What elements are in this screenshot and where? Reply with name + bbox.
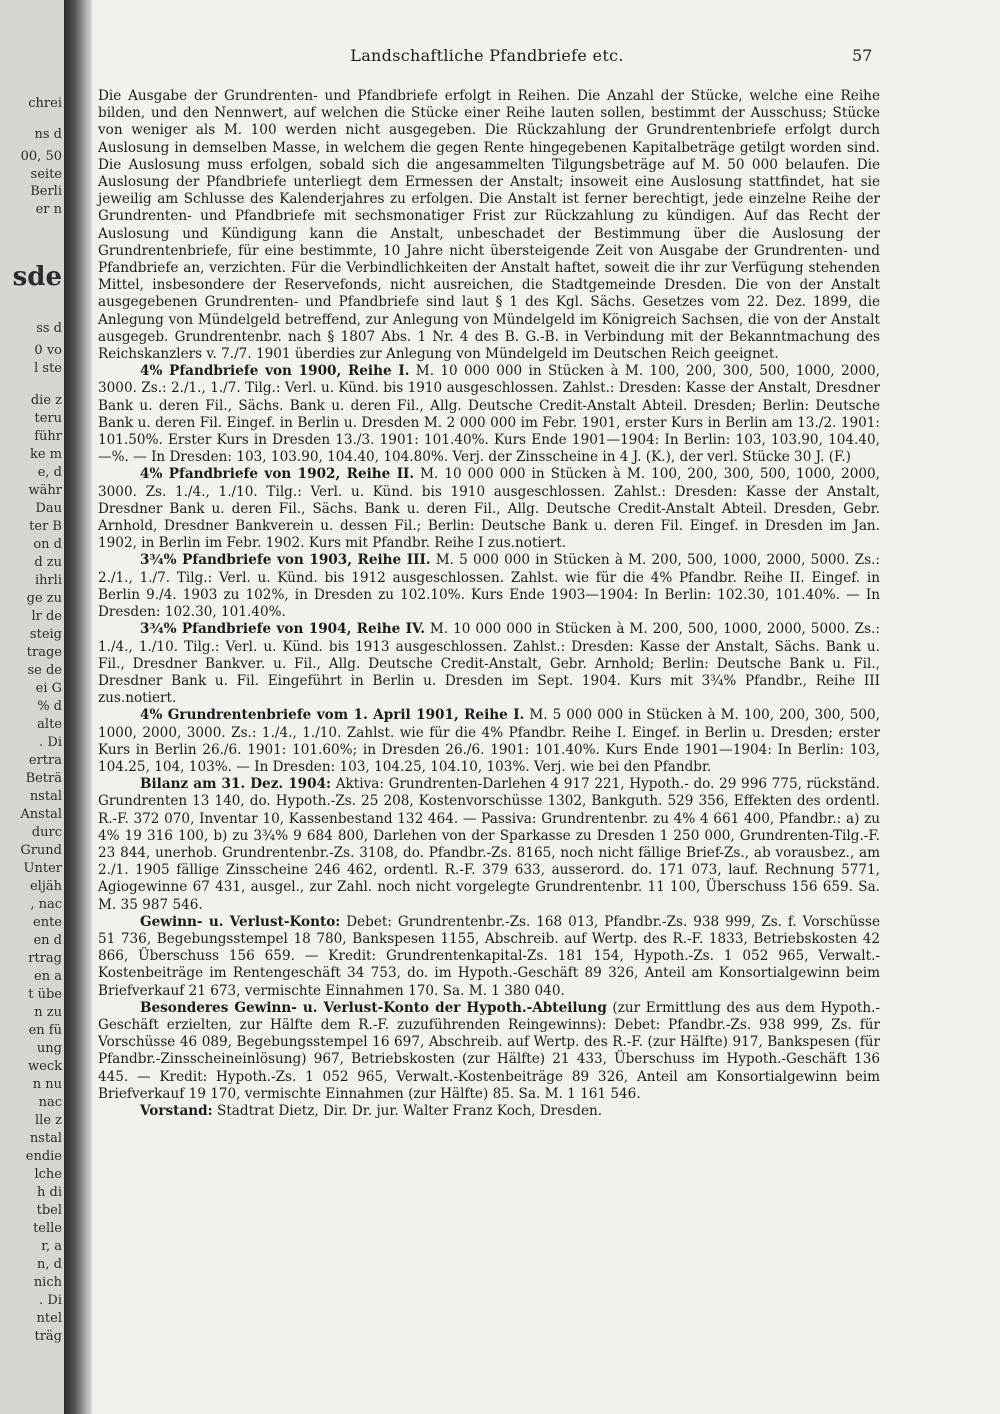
strip-fragment: eljäh bbox=[29, 879, 62, 894]
strip-fragment: lle z bbox=[35, 1113, 62, 1128]
strip-fragment: ntel bbox=[36, 1311, 62, 1326]
section-text: Stadtrat Dietz, Dir. Dr. jur. Walter Franz Koch, Dresden. bbox=[217, 1102, 603, 1119]
strip-fragment: er n bbox=[35, 202, 62, 217]
strip-fragment: . Di bbox=[39, 735, 62, 750]
strip-fragment: nac bbox=[38, 1095, 62, 1110]
section-text: (zur Ermittlung des aus dem Hypoth.-Geschäft erzielten, zur Hälfte dem R.-F. zuzuführenden Reingewinns): Debet: Pfandbr.-Zs. 938 999, Zs. für Vorschüsse 46 089, Begebungsstempel 16 697, Abschreib. auf Wertp. des R.-F. (zur Hälfte) 917, Bankspesen (für Pfandbr.-Zinsscheineinlösung) 967, Betriebskosten (zur Hälfte) 21 433, Überschuss im Hypoth.-Geschäft 136 445. — Kredit: Hypoth.-Zs. 1 052 965, Verwalt.-Kostenbeiträge 89 326, Anteil am Konsortialgewinn beim Briefverkauf 19 170, vermischte Einnahmen (zur Hälfte) 85. Sa. M. 1 161 546. bbox=[98, 999, 880, 1102]
strip-fragment: % d bbox=[37, 699, 62, 714]
strip-fragment: d zu bbox=[34, 555, 62, 570]
section-gewinn-verlust bbox=[98, 914, 880, 1000]
strip-fragment: nstal bbox=[29, 789, 62, 804]
section-heading: Bilanz am 31. Dez. 1904: bbox=[140, 776, 332, 793]
strip-fragment: Grund bbox=[20, 843, 62, 858]
section-text: M. 5 000 000 in Stücken à M. 100, 200, 300, 500, 1000, 2000, 3000. Zs.: 1./4., 1./10. Zahlst. wie für die 4% Pfandbr. Reihe I. Eingef. in Berlin u. Dresden; erster Kurs in Berlin 26./6. 1901: 101.60%; in Dresden 26./6. 1901: 101.40%. Kurs Ende 1901—1904: In Berlin: 103, 104.25, 104, 103%. — In Dresden: 103, 104.25, 104.10, 103%. Verj. wie bei den Pfandbr. bbox=[98, 707, 881, 775]
strip-fragment: 0 vo bbox=[34, 343, 62, 358]
book-gutter bbox=[64, 0, 92, 1414]
strip-fragment: se de bbox=[27, 663, 62, 678]
document-page bbox=[92, 0, 1000, 1414]
strip-fragment: lche bbox=[34, 1167, 62, 1182]
strip-fragment: ke m bbox=[29, 447, 62, 462]
strip-fragment: die z bbox=[30, 393, 62, 408]
section-heading: Besonderes Gewinn- u. Verlust-Konto der Hypoth.-Abteilung bbox=[140, 999, 607, 1016]
strip-fragment: Dau bbox=[35, 501, 62, 516]
strip-fragment: Beträ bbox=[25, 771, 62, 786]
section-pfandbriefe-1903 bbox=[98, 552, 880, 621]
section-text: M. 5 000 000 in Stücken à M. 200, 500, 1000, 2000, 5000. Zs.: 2./1., 1./7. Tilg.: Verl. u. Künd. bis 1912 ausgeschlossen. Zahlst. wie für die 4% Pfandbr. Reihe II. Eingef. in Berlin 9./4. 1903 zu 102%, in Dresden zu 102.10%. Kurs Ende 1903—1904: In Berlin: 102.30, 101.40%. — In Dresden: 102.30, 101.40%. bbox=[98, 552, 880, 621]
strip-fragment: l ste bbox=[34, 361, 62, 376]
strip-fragment: , nac bbox=[30, 897, 62, 912]
strip-fragment: ung bbox=[36, 1041, 62, 1056]
section-pfandbriefe-1902 bbox=[98, 466, 880, 552]
strip-fragment: e, d bbox=[37, 465, 62, 480]
strip-fragment: 00, 50 bbox=[20, 149, 62, 164]
section-heading: Gewinn- u. Verlust-Konto: bbox=[140, 913, 341, 930]
strip-fragment: chrei bbox=[28, 96, 62, 111]
previous-page-strip bbox=[0, 0, 64, 1414]
section-text: Aktiva: Grundrenten-Darlehen 4 917 221, Hypoth.- do. 29 996 775, rückständ. Grundrenten 13 140, do. Hypoth.-Zs. 25 208, Kostenvorschüsse 1302, Bankguth. 529 356, Effekten des ordentl. R.-F. 372 070, Inventar 10, Kassenbestand 132 464. — Passiva: Grundrentenbr. zu 4% 4 661 400, Pfandbr.: a) zu 4% 19 316 100, b) zu 3¾% 9 684 800, Darlehen von der Sparkasse zu Dresden 1 250 000, Grundrenten-Tilg.-F. 23 844, unerhob. Grundrentenbr.-Zs. 3108, do. Pfandbr.-Zs. 8165, noch nicht fällige Brief-Zs., ab vorausbez., am 2./1. 1905 fällige Zinsscheine 246 462, ordentl. R.-F. 379 633, ausserord. do. 171 073, lauf. Rechnung 5771, Agiogewinne 67 431, ausgel., zur Zahl. noch nicht vorgelegte Grundrentenbr. 11 100, Überschuss 156 659. Sa. M. 35 987 546. bbox=[98, 776, 880, 913]
strip-fragment: en a bbox=[34, 969, 62, 984]
section-text: M. 10 000 000 in Stücken à M. 200, 500, 1000, 2000, 5000. Zs.: 1./4., 1./10. Tilg.: Verl. u. Künd. bis 1913 ausgeschlossen. Zahlst.: Dresden: Kasse der Anstalt, Sächs. Bank u. Fil., Dresdner Bankver. u. Fil., Allg. Deutsche Credit-Anstalt, Gebr. Arnhold; Berlin: Deutsche Bank u. Fil., Dresdner Bank u. Fil. Eingeführt in Berlin u. Dresden im Sept. 1904. Kurs mit 3¾% Pfandbr., Reihe III zus.notiert. bbox=[98, 621, 881, 707]
strip-fragment: Berli bbox=[30, 184, 62, 199]
section-hypoth-abteilung bbox=[98, 1000, 880, 1103]
strip-fragment: durc bbox=[31, 825, 62, 840]
strip-fragment: Anstal bbox=[20, 807, 62, 822]
strip-fragment: n nu bbox=[32, 1077, 62, 1092]
strip-fragment: teru bbox=[34, 411, 62, 426]
section-text: M. 10 000 000 in Stücken à M. 100, 200, 300, 500, 1000, 2000, 3000. Zs. 1./4., 1./10. Tilg.: Verl. u. Künd. bis 1910 ausgeschlossen. Zahlst.: Dresden: Kasse der Anstalt, Dresdner Bank u. deren Fil., Sächs. Bank u. deren Fil., Allg. Deutsche Credit-Anstalt Abteil. Dresden, Gebr. Arnhold, Dresdner Bankverein u. dessen Fil.; Berlin: Deutsche Bank u. deren Fil. Eingef. in Dresden im Jan. 1902, in Berlin im Febr. 1902. Kurs mit Pfandbr. Reihe I zus.notiert. bbox=[98, 466, 880, 552]
strip-fragment: führ bbox=[34, 429, 62, 444]
section-pfandbriefe-1904 bbox=[98, 621, 880, 707]
strip-fragment: ter B bbox=[29, 519, 62, 534]
strip-fragment: rtrag bbox=[28, 951, 62, 966]
strip-fragment: r, a bbox=[41, 1239, 62, 1254]
section-vorstand bbox=[98, 1103, 880, 1120]
section-heading: 4% Pfandbriefe von 1900, Reihe I. bbox=[140, 363, 410, 380]
strip-fragment: on d bbox=[33, 537, 62, 552]
strip-fragment: lr de bbox=[31, 609, 62, 624]
running-title: Landschaftliche Pfandbriefe etc. bbox=[350, 46, 624, 65]
strip-fragment: en d bbox=[33, 933, 62, 948]
strip-fragment: nich bbox=[33, 1275, 62, 1290]
strip-fragment: trage bbox=[26, 645, 62, 660]
strip-fragment: h di bbox=[37, 1185, 62, 1200]
strip-fragment: telle bbox=[33, 1221, 62, 1236]
section-text: M. 10 000 000 in Stücken à M. 100, 200, 300, 500, 1000, 2000, 3000. Zs.: 2./1., 1./7. Tilg.: Verl. u. Künd. bis 1910 ausgeschlossen. Zahlst.: Dresden: Kasse der Anstalt, Dresdner Bank u. deren Fil., Sächs. Bank u. deren Fil., Allg. Deutsche Credit-Anstalt Abteil. Dresden; Berlin: Deutsche Bank u. deren Fil. Eingef. in Berlin u. Dresden M. 2 000 000 im Febr. 1901, erster Kurs in Berlin am 13./2. 1901: 101.50%. Erster Kurs in Dresden 13./3. 1901: 101.40%. Kurs Ende 1901—1904: In Berlin: 103, 103.90, 104.40, —%. — In Dresden: 103, 103.90, 104.40, 104.80%. Verj. der Zinsscheine in 4 J. (K.), der verl. Stücke 30 J. (F.) bbox=[98, 363, 880, 466]
strip-fragment: en fü bbox=[28, 1023, 62, 1038]
section-heading: 4% Grundrentenbriefe vom 1. April 1901, Reihe I. bbox=[140, 707, 525, 724]
strip-fragment: nstal bbox=[29, 1131, 62, 1146]
strip-fragment: währ bbox=[28, 483, 62, 498]
section-heading: 4% Pfandbriefe von 1902, Reihe II. bbox=[140, 466, 415, 483]
strip-fragment: . Di bbox=[39, 1293, 62, 1308]
section-pfandbriefe-1900 bbox=[98, 363, 880, 466]
strip-fragment: ei G bbox=[35, 681, 62, 696]
section-text: Debet: Grundrentenbr.-Zs. 168 013, Pfandbr.-Zs. 938 999, Zs. f. Vorschüsse 51 736, Begebungsstempel 18 780, Bankspesen 1155, Abschreib. auf Wertp. des R.-F. 1833, Betriebskosten 42 866, Überschuss 156 659. — Kredit: Grundrentenkapital-Zs. 181 154, Hypoth.-Zs. 1 052 965, Verwalt.-Kostenbeiträge im Rentengeschäft 34 753, do. im Hypoth.-Geschäft 89 326, Anteil am Konsortialgewinn beim Briefverkauf 21 673, vermischte Einnahmen 170. Sa. M. 1 380 040. bbox=[98, 913, 880, 999]
strip-fragment: n zu bbox=[34, 1005, 62, 1020]
strip-fragment: Unter bbox=[23, 861, 62, 876]
section-heading: 3¾% Pfandbriefe von 1904, Reihe IV. bbox=[140, 621, 425, 638]
strip-fragment: endie bbox=[25, 1149, 62, 1164]
strip-fragment: ertra bbox=[28, 753, 62, 768]
strip-fragment: alte bbox=[37, 717, 62, 732]
section-grundrentenbriefe-1901 bbox=[98, 707, 880, 776]
intro-paragraph: Die Ausgabe der Grundrenten- und Pfandbriefe erfolgt in Reihen. Die Anzahl der Stücke, welche eine Reihe bilden, und den Nennwert, auf welchen die Stücke einer Reihe lauten sollen, bestimmt der Ausschuss; Stücke von weniger als M. 100 werden nicht ausgegeben. Die Rückzahlung der Grundrentenbriefe erfolgt durch Auslosung in demselben Masse, in welchem die gegen Rente hingegebenen Kapitalbeträge getilgt worden sind. Die Auslosung muss erfolgen, sobald sich die angesammelten Tilgungsbeträge auf M. 50 000 belaufen. Die Auslosung der Pfandbriefe unterliegt dem Ermessen der Anstalt; insoweit eine Auslosung stattfindet, hat sie jeweilig am Schlusse des Kalenderjahres zu erfolgen. Die Anstalt ist ferner berechtigt, jede einzelne Reihe der Grundrenten- und Pfandbriefe mit sechsmonatiger Frist zur Rückzahlung zu kündigen. Auf das Recht der Auslosung und Kündigung kann die Anstalt, unbeschadet der Bestimmung über die Auslosung der Grundrentenbriefe, für eine bestimmte, 10 Jahre nicht übersteigende Zeit von Ausgabe der Grundrenten- und Pfandbriefe an, verzichten. Für die Verbindlichkeiten der Anstalt haftet, soweit die ihr zur Verfügung stehenden Mittel, insbesondere der Reservefonds, nicht ausreichen, die Stadtgemeinde Dresden. Die von der Anstalt ausgegebenen Grundrenten- und Pfandbriefe sind laut § 1 des Kgl. Sächs. Gesetzes vom 22. Dez. 1899, die Anlegung von Mündelgeld betreffend, zur Anlegung von Mündelgeld im Königreich Sachsen, die von der Anstalt ausgegeb. Grundrentenbr. nach § 1807 Abs. 1 Nr. 4 des B. G.-B. in Verbindung mit der Bekanntmachung des Reichskanzlers v. 7./7. 1901 überdies zur Anlegung von Mündelgeld im Deutschen Reich geeignet. bbox=[98, 88, 880, 363]
page-body bbox=[98, 88, 880, 1120]
strip-fragment: steig bbox=[29, 627, 62, 642]
strip-fragment: seite bbox=[30, 167, 62, 182]
page-number: 57 bbox=[852, 46, 873, 65]
strip-fragment: ss d bbox=[36, 321, 62, 336]
section-bilanz bbox=[98, 776, 880, 914]
strip-fragment: träg bbox=[34, 1329, 62, 1344]
strip-fragment: n, d bbox=[37, 1257, 62, 1272]
strip-fragment: ihrli bbox=[34, 573, 62, 588]
strip-fragment: tbel bbox=[36, 1203, 62, 1218]
strip-fragment: sde bbox=[12, 262, 62, 292]
strip-fragment: t übe bbox=[28, 987, 62, 1002]
strip-fragment: ente bbox=[33, 915, 62, 930]
strip-fragment: ge zu bbox=[26, 591, 62, 606]
section-heading: Vorstand: bbox=[140, 1102, 213, 1119]
strip-fragment: weck bbox=[28, 1059, 62, 1074]
strip-fragment: ns d bbox=[34, 127, 62, 142]
section-heading: 3¾% Pfandbriefe von 1903, Reihe III. bbox=[140, 552, 431, 569]
